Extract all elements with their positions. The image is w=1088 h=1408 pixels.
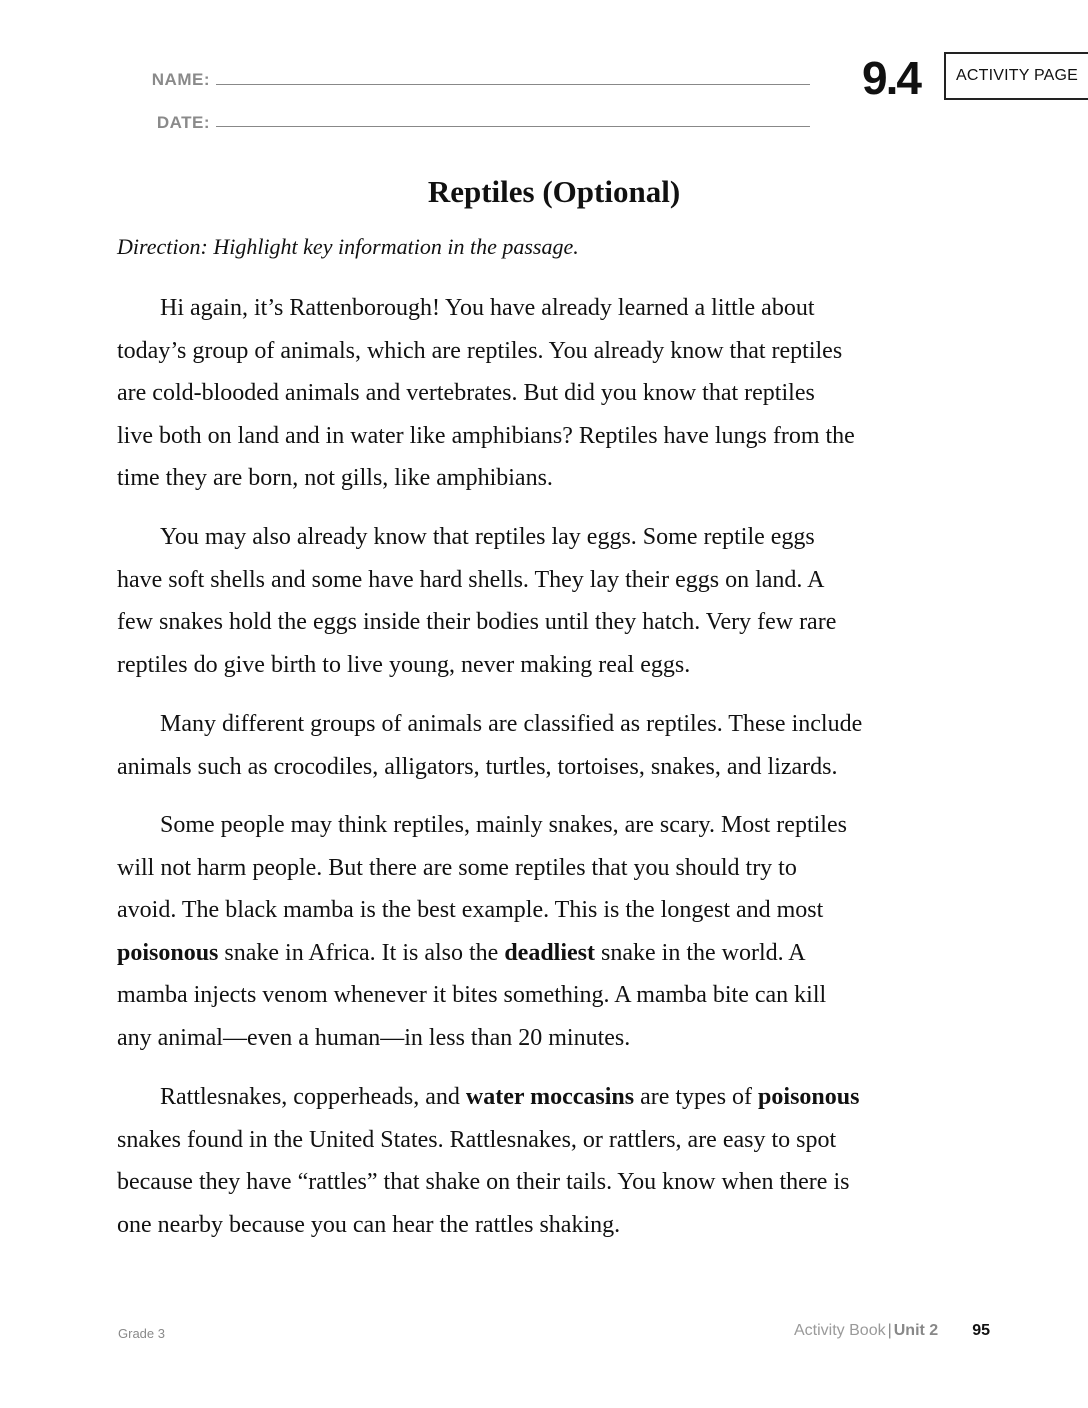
text-line: Hi again, it’s Rattenborough! You have already learned a little about xyxy=(160,295,815,321)
text-line: have soft shells and some have hard shells. They lay their eggs on land. A xyxy=(117,566,825,593)
text-line: few snakes hold the eggs inside their bodies until they hatch. Very few rare xyxy=(117,609,837,636)
text-line: mamba injects venom whenever it bites something. A mamba bite can kill xyxy=(117,982,827,1009)
text-line: any animal—even a human—in less than 20 minutes. xyxy=(117,1024,631,1051)
text-line: Rattlesnakes, copperheads, and water moccasins are types of poisonous xyxy=(160,1084,860,1110)
name-label: NAME: xyxy=(151,70,210,89)
page-title: Reptiles (Optional) xyxy=(427,174,681,209)
paragraph-2 xyxy=(117,516,997,686)
name-line[interactable] xyxy=(216,84,810,85)
text-line: today’s group of animals, which are reptiles. You already know that reptiles xyxy=(117,337,843,364)
paragraph-5 xyxy=(117,1076,997,1246)
text-line: animals such as crocodiles, alligators, turtles, tortoises, snakes, and lizards. xyxy=(117,753,838,780)
date-label: DATE: xyxy=(156,113,210,132)
text-line: Some people may think reptiles, mainly snakes, are scary. Most reptiles xyxy=(160,812,847,838)
footer-separator: | xyxy=(887,1322,892,1339)
text-line: because they have “rattles” that shake on their tails. You know when there is xyxy=(117,1169,850,1196)
bold-term: deadliest xyxy=(504,939,595,966)
text-line: Many different groups of animals are classified as reptiles. These include xyxy=(160,711,863,737)
footer-grade: Grade 3 xyxy=(118,1326,165,1341)
footer-book-info xyxy=(794,1322,990,1340)
date-line[interactable] xyxy=(216,126,810,127)
text-line: will not harm people. But there are some reptiles that you should try to xyxy=(117,854,797,881)
text-line: live both on land and in water like amphibians? Reptiles have lungs from the xyxy=(117,422,855,449)
text-line: You may also already know that reptiles lay eggs. Some reptile eggs xyxy=(160,524,815,550)
text-line: time they are born, not gills, like amphibians. xyxy=(117,465,553,492)
lesson-number: 9.4 xyxy=(862,52,920,104)
text-line: snakes found in the United States. Rattlesnakes, or rattlers, are easy to spot xyxy=(117,1126,837,1153)
activity-page-label: ACTIVITY PAGE xyxy=(956,67,1079,84)
text-line: one nearby because you can hear the rattles shaking. xyxy=(117,1211,621,1238)
text-line: poisonous snake in Africa. It is also the deadliest snake in the world. A xyxy=(117,939,806,966)
direction-text: Direction: Highlight key information in the passage. xyxy=(117,234,579,259)
footer-book-title: Activity Book xyxy=(794,1322,886,1339)
footer-unit: Unit 2 xyxy=(893,1322,939,1339)
bold-term: water moccasins xyxy=(465,1084,635,1110)
text-line: reptiles do give birth to live young, never making real eggs. xyxy=(117,651,691,678)
page-number: 95 xyxy=(972,1322,990,1339)
paragraph-3 xyxy=(117,703,997,788)
bold-term: poisonous xyxy=(117,939,219,966)
text-line: are cold-blooded animals and vertebrates. But did you know that reptiles xyxy=(117,380,815,407)
text-line: avoid. The black mamba is the best example. This is the longest and most xyxy=(117,897,824,924)
paragraph-1 xyxy=(117,287,997,500)
paragraph-4 xyxy=(117,804,997,1060)
activity-page-box xyxy=(944,52,1088,100)
bold-term: poisonous xyxy=(758,1084,860,1110)
